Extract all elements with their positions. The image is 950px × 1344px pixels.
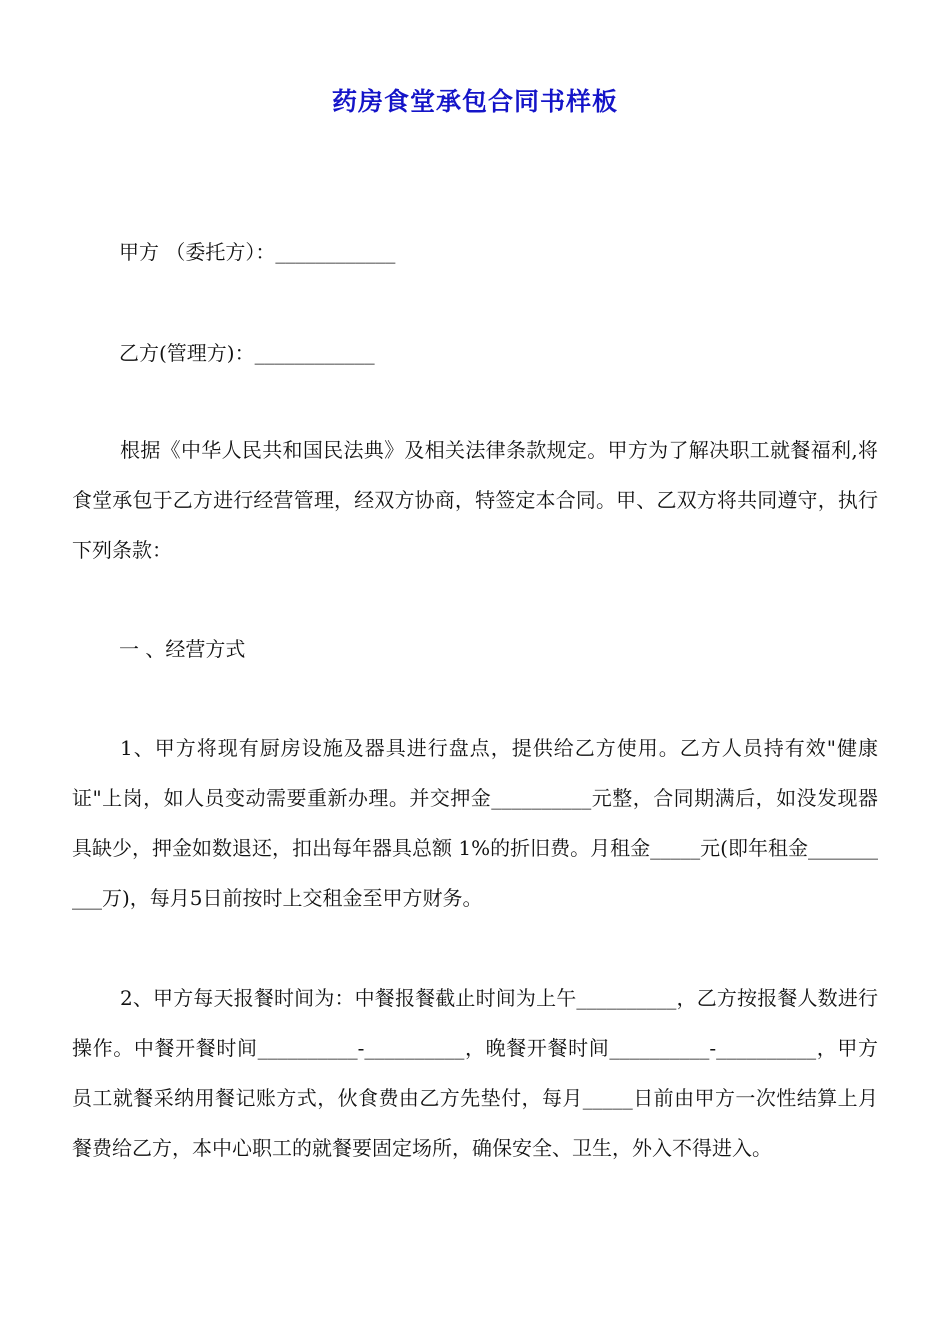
document-title: 药房食堂承包合同书样板 bbox=[331, 87, 618, 116]
party-a-line: 甲方 （委托方）：____________ bbox=[119, 240, 396, 264]
section-heading: 一 、经营方式 bbox=[119, 637, 246, 661]
clause-2-paragraph: 2、甲方每天报餐时间为：中餐报餐截止时间为上午__________，乙方按报餐人数进行操作。中餐开餐时间__________-__________，晚餐开餐时间__________-__________，甲方员工就餐采纳用餐记账方式，伙食费由乙方先垫付，每月_____日前由甲方一次性结算上月餐费给乙方，本中心职工的就餐要固定场所，确保安全、卫生，外入不得进入。 bbox=[72, 986, 878, 1160]
party-b-line: 乙方(管理方)：____________ bbox=[119, 341, 375, 365]
intro-paragraph: 根据《中华人民共和国民法典》及相关法律条款规定。甲方为了解决职工就餐福利,将食堂承包于乙方进行经营管理，经双方协商，特签定本合同。甲、乙双方将共同遵守，执行下列条款： bbox=[72, 438, 878, 562]
clause-1-paragraph: 1、甲方将现有厨房设施及器具进行盘点，提供给乙方使用。乙方人员持有效"健康证"上岗，如人员变动需要重新办理。并交押金__________元整，合同期满后，如没发现器具缺少，押金如数退还，扣出每年器具总额 1%的折旧费。月租金_____元(即年租金__________万)，每月5日前按时上交租金至甲方财务。 bbox=[72, 736, 878, 910]
